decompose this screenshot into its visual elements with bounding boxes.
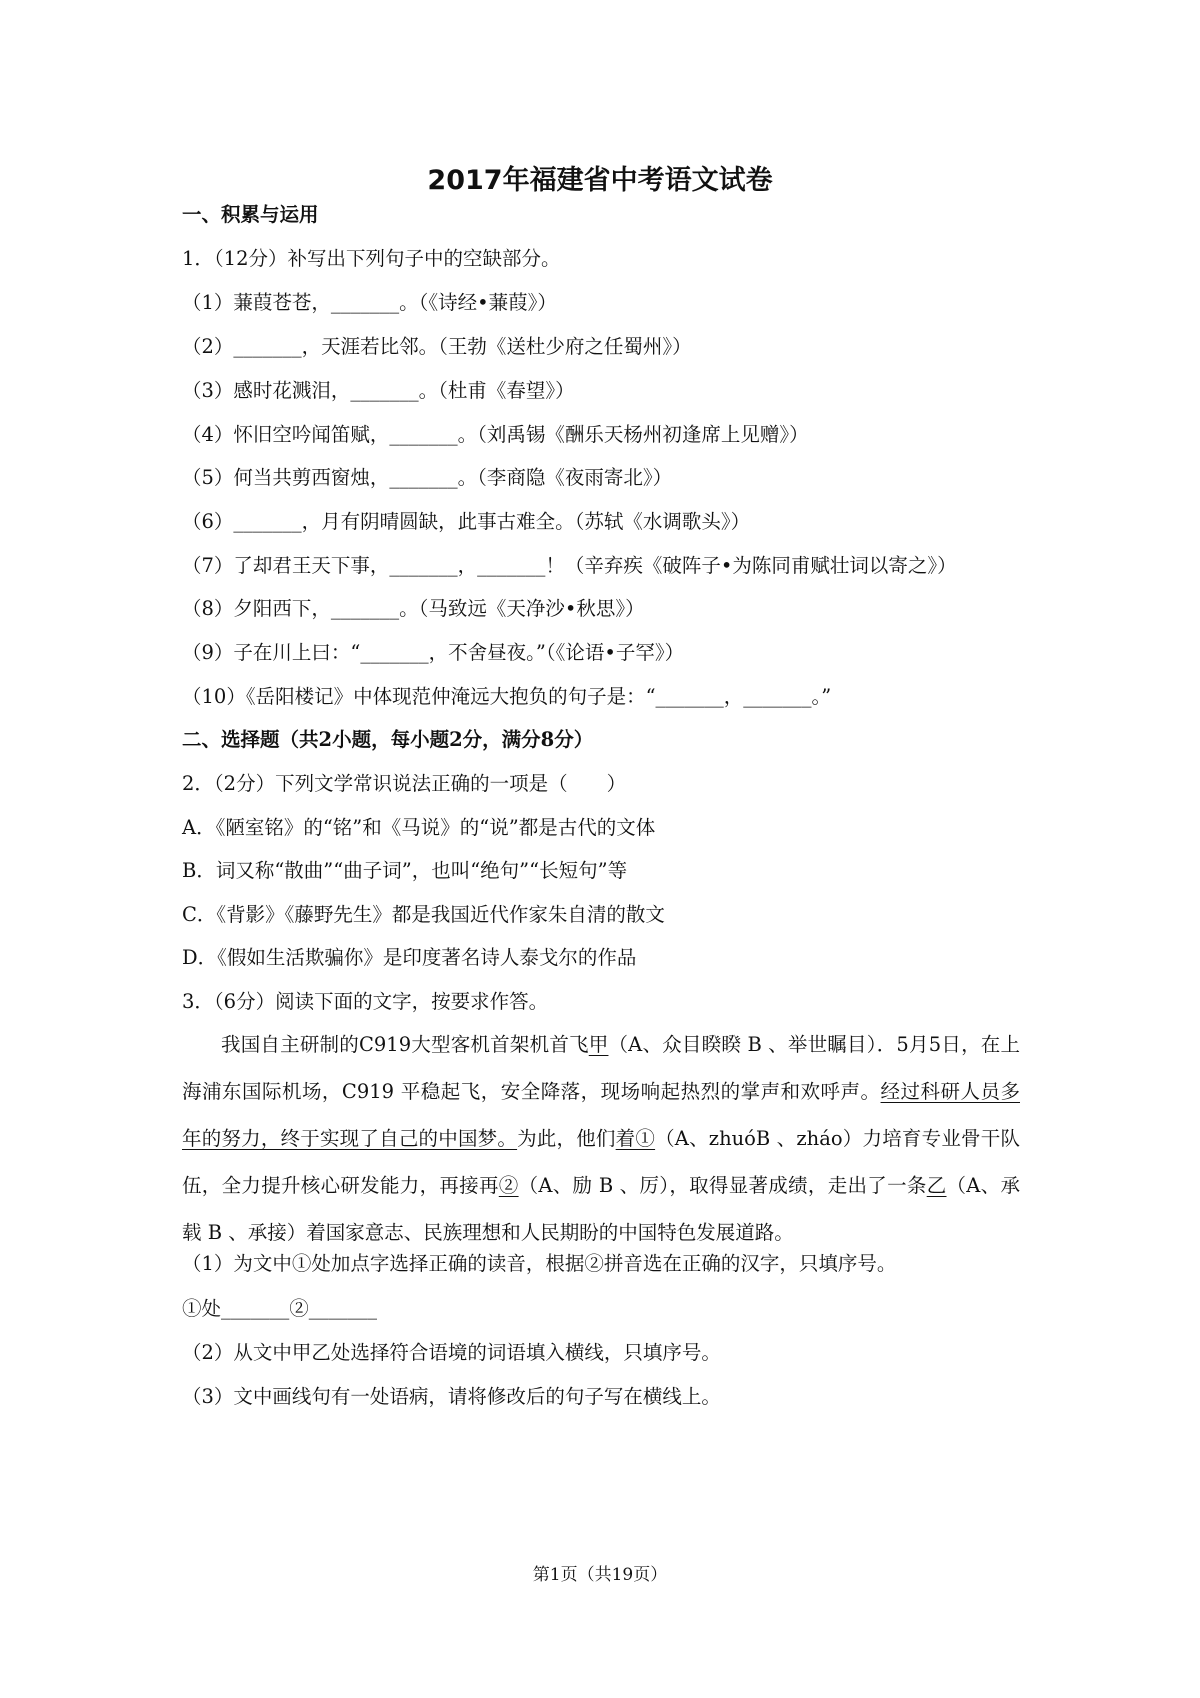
- q1-item: （7）了却君王天下事，_______，_______！（辛弃疾《破阵子•为陈同甫赋壮词以寄之》）: [182, 554, 957, 577]
- q3-stem: 3．（6分）阅读下面的文字，按要求作答。: [182, 990, 549, 1013]
- q2-option-b: B．词又称“散曲”“曲子词”，也叫“绝句”“长短句”等: [182, 859, 628, 882]
- section1-heading: 一、积累与运用: [182, 203, 319, 226]
- q3-sub-1-answer: ①处_______②_______: [182, 1297, 378, 1320]
- passage-text: 为此，他们: [517, 1127, 616, 1150]
- blank-jia: 甲: [588, 1033, 609, 1056]
- q3-sub-1: （1）为文中①处加点字选择正确的读音，根据②拼音选在正确的汉字，只填序号。: [182, 1252, 897, 1275]
- passage-text: （A、众目睽睽 B 、举世瞩目）．5月5日，在上海浦东国际机场，C919 平稳起飞，安全降落，现场响起热烈的掌声和欢呼声。: [182, 1033, 1020, 1103]
- q2-option-c: C．《背影》《藤野先生》都是我国近代作家朱自清的散文: [182, 903, 665, 926]
- exam-title: 2017年福建省中考语文试卷: [427, 165, 773, 196]
- section2-heading: 二、选择题（共2小题，每小题2分，满分8分）: [182, 728, 594, 751]
- q1-item: （10）《岳阳楼记》中体现范仲淹远大抱负的句子是：“_______，_______。”: [182, 685, 832, 708]
- page-footer: 第1页（共19页）: [532, 1565, 668, 1585]
- q1-item: （2）_______，天涯若比邻。（王勃《送杜少府之任蜀州》）: [182, 335, 692, 358]
- q3-passage: [182, 1021, 1020, 1256]
- passage-text: （A、zhuóB 、zháo）力培育专业骨干队伍，全力提升核心研发能力，再接再: [182, 1127, 1020, 1197]
- q3-sub-3: （3）文中画线句有一处语病，请将修改后的句子写在横线上。: [182, 1385, 721, 1408]
- passage-text: （A、励 B 、厉），取得显著成绩，走出了一条: [518, 1174, 927, 1197]
- q3-sub-2: （2）从文中甲乙处选择符合语境的词语填入横线，只填序号。: [182, 1341, 721, 1364]
- q1-item: （4）怀旧空吟闻笛赋，_______。（刘禹锡《酬乐天杨州初逢席上见赠》）: [182, 423, 809, 446]
- passage-text: （A、承载 B 、承接）着国家意志、民族理想和人民期盼的中国特色发展道路。: [182, 1174, 1020, 1244]
- blank-yi: 乙: [926, 1174, 947, 1197]
- q1-item: （1）蒹葭苍苍，_______。（《诗经•蒹葭》）: [182, 291, 557, 314]
- q2-option-a: A．《陋室铭》的“铭”和《马说》的“说”都是古代的文体: [182, 816, 656, 839]
- passage-text: 我国自主研制的C919大型客机首架机首飞: [221, 1033, 589, 1056]
- marker-2: ②: [498, 1174, 519, 1197]
- q1-item: （3）感时花溅泪，_______。（杜甫《春望》）: [182, 379, 575, 402]
- q1-item: （6）_______，月有阴晴圆缺，此事古难全。（苏轼《水调歌头》）: [182, 510, 751, 533]
- q1-item: （9）子在川上曰：“_______，不舍昼夜。”（《论语•子罕》）: [182, 641, 685, 664]
- q1-stem: 1．（12分）补写出下列句子中的空缺部分。: [182, 247, 561, 270]
- q1-item: （5）何当共剪西窗烛，_______。（李商隐《夜雨寄北》）: [182, 466, 673, 489]
- q1-item: （8）夕阳西下，_______。（马致远《天净沙•秋思》）: [182, 597, 645, 620]
- sick-sentence: 经过科研人员多年的努力，终于实现了自己的中国梦。: [182, 1080, 1020, 1150]
- marker-1: 着①: [615, 1127, 656, 1150]
- q2-stem: 2．（2分）下列文学常识说法正确的一项是（ ）: [182, 772, 627, 795]
- q2-option-d: D．《假如生活欺骗你》是印度著名诗人泰戈尔的作品: [182, 946, 637, 969]
